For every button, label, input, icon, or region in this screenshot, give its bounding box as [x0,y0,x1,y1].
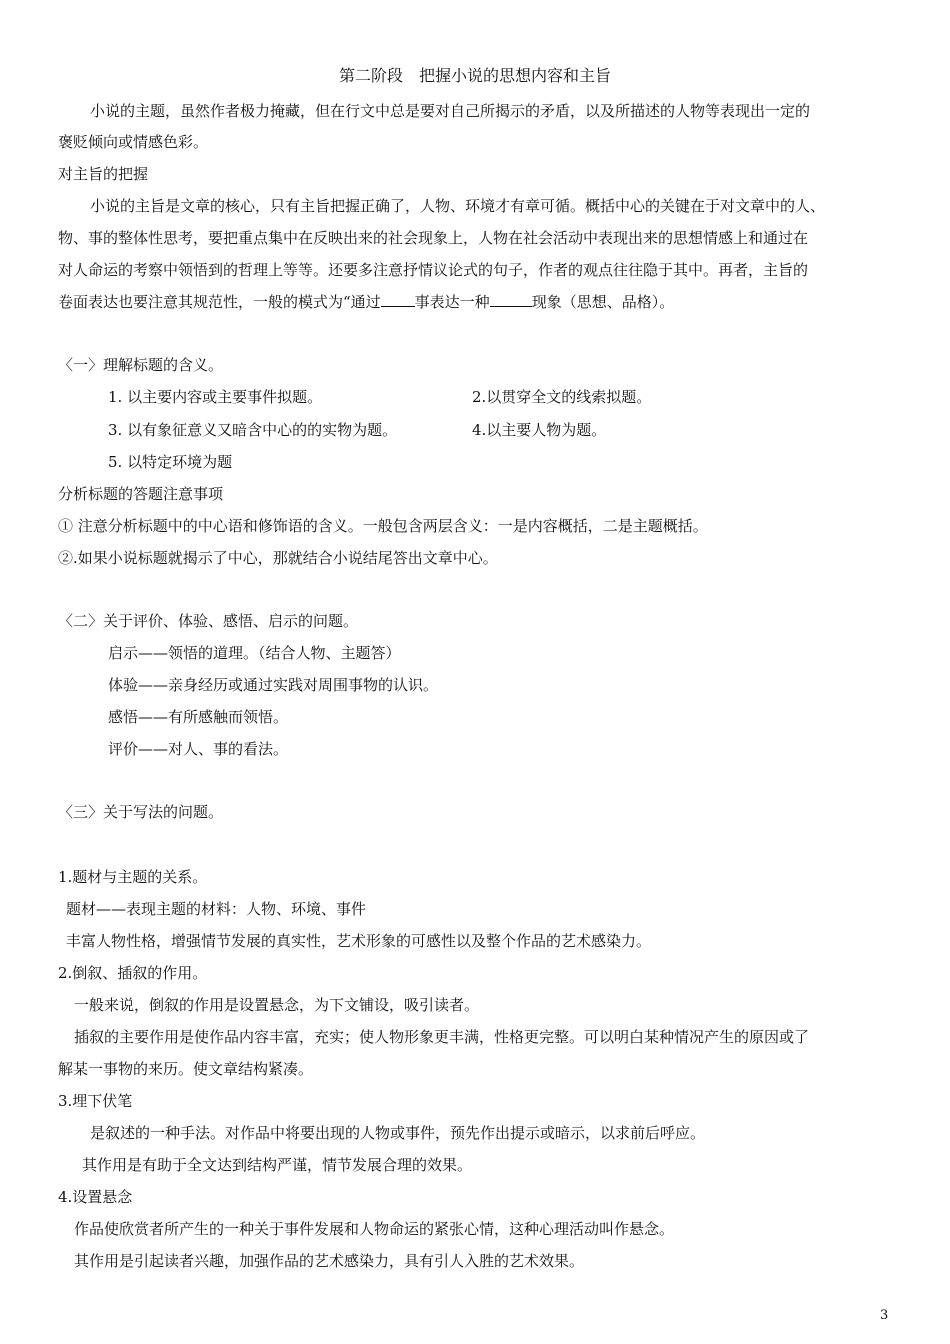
method-2-line-2: 插叙的主要作用是使作品内容丰富，充实；使人物形象更丰满，性格更完整。可以明白某种情况产生的原因或了 [74,1028,810,1046]
method-1-line-2: 丰富人物性格，增强情节发展的真实性，艺术形象的可感性以及整个作品的艺术感染力。 [66,932,652,950]
part3-heading: 〈三〉关于写法的问题。 [58,803,224,821]
part1-note-2: ②.如果小说标题就揭示了中心，那就结合小说结尾答出文章中心。 [58,549,498,567]
grasp-template-part-a: 卷面表达也要注意其规范性，一般的模式为“通过 [58,293,381,311]
part1-item-2: 2.以贯穿全文的线索拟题。 [472,388,652,406]
part1-item-5: 5. 以特定环境为题 [108,453,233,471]
part1-notes-heading: 分析标题的答题注意事项 [58,485,224,503]
method-4-heading: 4.设置悬念 [58,1188,133,1206]
intro-line-2: 褒贬倾向或情感色彩。 [58,133,209,151]
grasp-line-1: 小说的主旨是文章的核心，只有主旨把握正确了，人物、环境才有章可循。概括中心的关键在于对文章中的人、 [90,197,826,215]
blank-1 [381,292,415,307]
part2-item-1: 启示——领悟的道理。（结合人物、主题答） [108,644,401,662]
blank-2 [490,292,532,307]
grasp-template-part-b: 事表达一种 [414,293,490,311]
part1-item-1: 1. 以主要内容或主要事件拟题。 [108,388,323,406]
method-3-heading: 3.埋下伏笔 [58,1092,133,1110]
grasp-line-2: 物、事的整体性思考，要把重点集中在反映出来的社会现象上，人物在社会活动中表现出来的思想情感上和通过在 [58,229,809,247]
method-3-line-2: 其作用是有助于全文达到结构严谨，情节发展合理的效果。 [82,1156,473,1174]
method-1-heading: 1.题材与主题的关系。 [58,868,208,886]
page-title: 第二阶段 把握小说的思想内容和主旨 [338,66,611,85]
method-4-line-2: 其作用是引起读者兴趣，加强作品的艺术感染力，具有引人入胜的艺术效果。 [74,1252,585,1270]
method-2-line-1: 一般来说，倒叙的作用是设置悬念，为下文铺设，吸引读者。 [74,996,480,1014]
grasp-line-3: 对人命运的考察中领悟到的哲理上等等。还要多注意抒情议论式的句子，作者的观点往往隐于其中。再者，主旨的 [58,261,809,279]
grasp-template-part-c: 现象（思想、品格）。 [531,293,675,311]
part1-item-4: 4.以主要人物为题。 [472,421,607,439]
intro-line-1: 小说的主题，虽然作者极力掩藏，但在行文中总是要对自己所揭示的矛盾，以及所描述的人物等表现出一定的 [90,102,811,120]
method-2-heading: 2.倒叙、插叙的作用。 [58,964,208,982]
page-number: 3 [880,1308,889,1323]
part2-item-3: 感悟——有所感触而领悟。 [108,708,289,726]
part2-heading: 〈二〉关于评价、体验、感悟、启示的问题。 [58,612,359,630]
part1-heading: 〈一〉理解标题的含义。 [58,356,224,374]
method-4-line-1: 作品使欣赏者所产生的一种关于事件发展和人物命运的紧张心情，这种心理活动叫作悬念。 [74,1220,675,1238]
method-2-line-3: 解某一事物的来历。使文章结构紧凑。 [58,1060,314,1078]
method-3-line-1: 是叙述的一种手法。对作品中将要出现的人物或事件，预先作出提示或暗示，以求前后呼应。 [90,1124,706,1142]
method-1-line-1: 题材——表现主题的材料：人物、环境、事件 [66,900,367,918]
part2-item-2: 体验——亲身经历或通过实践对周围事物的认识。 [108,676,439,694]
part2-item-4: 评价——对人、事的看法。 [108,740,289,758]
grasp-line-4 [58,292,674,312]
grasp-heading: 对主旨的把握 [58,165,149,183]
part1-note-1: ① 注意分析标题中的中心语和修饰语的含义。一般包含两层含义：一是内容概括，二是主题概括。 [58,517,708,535]
part1-item-3: 3. 以有象征意义又暗含中心的的实物为题。 [108,421,398,439]
